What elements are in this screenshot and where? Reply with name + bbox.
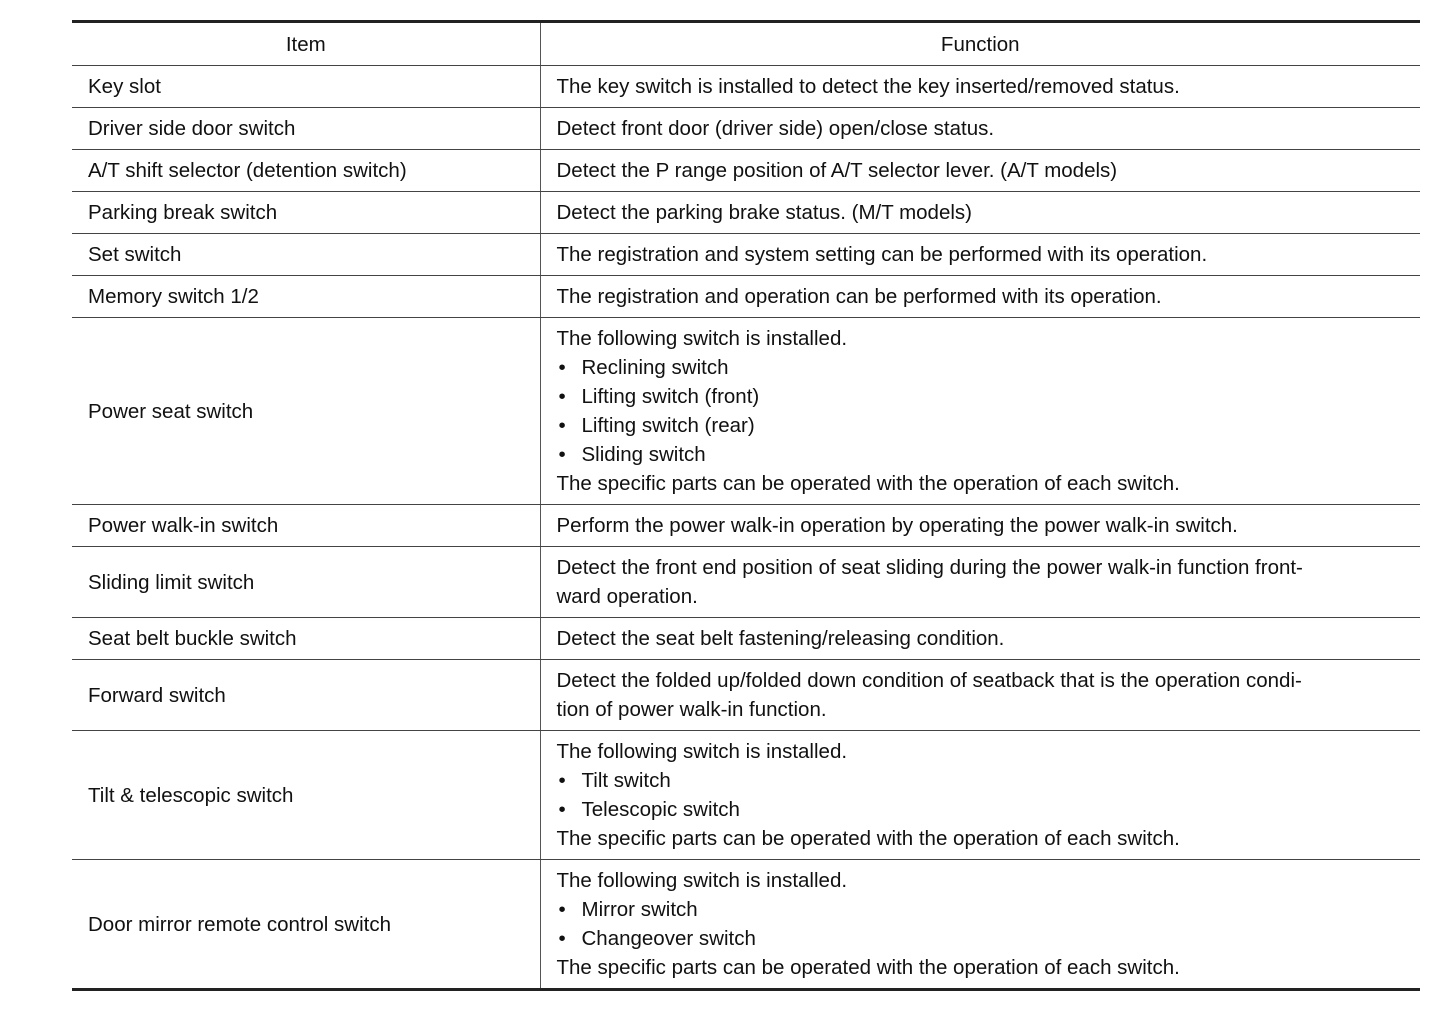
function-cell	[540, 618, 1420, 660]
switch-bullet-item	[557, 411, 1409, 440]
switch-bullet-text: Changeover switch	[581, 927, 756, 950]
function-cell	[540, 660, 1420, 731]
switch-bullet-item	[557, 766, 1409, 795]
function-text-line: Detect front door (driver side) open/close status.	[556, 117, 995, 140]
function-text-line: Perform the power walk-in operation by operating the power walk-in switch.	[556, 514, 1238, 537]
switch-function-table	[72, 20, 1420, 991]
item-cell: Seat belt buckle switch	[72, 618, 540, 660]
item-cell: Door mirror remote control switch	[72, 860, 540, 990]
item-cell: Power walk-in switch	[72, 505, 540, 547]
function-text-line: The following switch is installed.	[556, 327, 848, 350]
switch-bullet-text: Lifting switch (front)	[581, 385, 760, 408]
item-cell: Driver side door switch	[72, 108, 540, 150]
switch-bullet-item	[557, 924, 1409, 953]
table-body	[72, 66, 1420, 990]
switch-bullet-item	[557, 353, 1409, 382]
bullet-icon: •	[558, 414, 566, 437]
function-text-line: The registration and operation can be performed with its operation.	[556, 285, 1162, 308]
bullet-icon: •	[558, 898, 566, 921]
switch-bullet-item	[557, 440, 1409, 469]
function-text-line: The specific parts can be operated with the operation of each switch.	[556, 827, 1180, 850]
table-row	[72, 108, 1420, 150]
function-cell	[540, 505, 1420, 547]
bullet-icon: •	[558, 798, 566, 821]
switch-bullet-text: Telescopic switch	[581, 798, 740, 821]
function-text-line: Detect the front end position of seat sliding during the power walk-in function front-	[556, 556, 1303, 579]
bullet-icon: •	[558, 385, 566, 408]
table-row	[72, 860, 1420, 990]
item-column-header: Item	[72, 22, 540, 66]
switch-bullet-text: Lifting switch (rear)	[581, 414, 755, 437]
function-text-line: Detect the P range position of A/T selector lever. (A/T models)	[556, 159, 1118, 182]
switch-bullet-text: Sliding switch	[581, 443, 706, 466]
table-row	[72, 547, 1420, 618]
item-cell: Set switch	[72, 234, 540, 276]
function-text-line: Detect the seat belt fastening/releasing condition.	[556, 627, 1005, 650]
function-text-line: ward operation.	[556, 585, 698, 608]
table-row	[72, 618, 1420, 660]
bullet-icon: •	[558, 443, 566, 466]
table-row	[72, 318, 1420, 505]
switch-bullet-item	[557, 795, 1409, 824]
table-row	[72, 276, 1420, 318]
item-cell: Parking break switch	[72, 192, 540, 234]
function-text-line: Detect the folded up/folded down condition of seatback that is the operation condi-	[556, 669, 1302, 692]
item-cell: Forward switch	[72, 660, 540, 731]
item-cell: Sliding limit switch	[72, 547, 540, 618]
switch-bullet-item	[557, 382, 1409, 411]
function-text-line: The following switch is installed.	[556, 740, 848, 763]
function-cell	[540, 234, 1420, 276]
function-cell	[540, 276, 1420, 318]
function-text-line: The specific parts can be operated with the operation of each switch.	[556, 956, 1180, 979]
table-row	[72, 505, 1420, 547]
switch-bullet-text: Mirror switch	[581, 898, 698, 921]
item-cell: Tilt & telescopic switch	[72, 731, 540, 860]
switch-bullet-list	[557, 895, 1409, 953]
function-text-line: The following switch is installed.	[556, 869, 848, 892]
function-text-line: The key switch is installed to detect the key inserted/removed status.	[556, 75, 1180, 98]
table-row	[72, 660, 1420, 731]
function-text-line: tion of power walk-in function.	[556, 698, 827, 721]
function-cell	[540, 108, 1420, 150]
function-cell	[540, 547, 1420, 618]
table-row	[72, 731, 1420, 860]
bullet-icon: •	[558, 927, 566, 950]
bullet-icon: •	[558, 356, 566, 379]
switch-bullet-item	[557, 895, 1409, 924]
function-cell	[540, 150, 1420, 192]
switch-bullet-list	[557, 353, 1409, 469]
item-cell: Key slot	[72, 66, 540, 108]
table-row	[72, 150, 1420, 192]
function-column-header: Function	[540, 22, 1420, 66]
table-row	[72, 66, 1420, 108]
function-cell	[540, 318, 1420, 505]
function-text-line: The specific parts can be operated with the operation of each switch.	[556, 472, 1180, 495]
item-cell: Power seat switch	[72, 318, 540, 505]
function-text-line: Detect the parking brake status. (M/T models)	[556, 201, 972, 224]
bullet-icon: •	[558, 769, 566, 792]
switch-bullet-list	[557, 766, 1409, 824]
function-cell	[540, 731, 1420, 860]
item-cell: A/T shift selector (detention switch)	[72, 150, 540, 192]
switch-bullet-text: Tilt switch	[581, 769, 671, 792]
table-row	[72, 192, 1420, 234]
table-row	[72, 234, 1420, 276]
table-header-row	[72, 22, 1420, 66]
function-cell	[540, 66, 1420, 108]
function-cell	[540, 860, 1420, 990]
switch-bullet-text: Reclining switch	[581, 356, 729, 379]
function-cell	[540, 192, 1420, 234]
item-cell: Memory switch 1/2	[72, 276, 540, 318]
function-text-line: The registration and system setting can be performed with its operation.	[556, 243, 1208, 266]
